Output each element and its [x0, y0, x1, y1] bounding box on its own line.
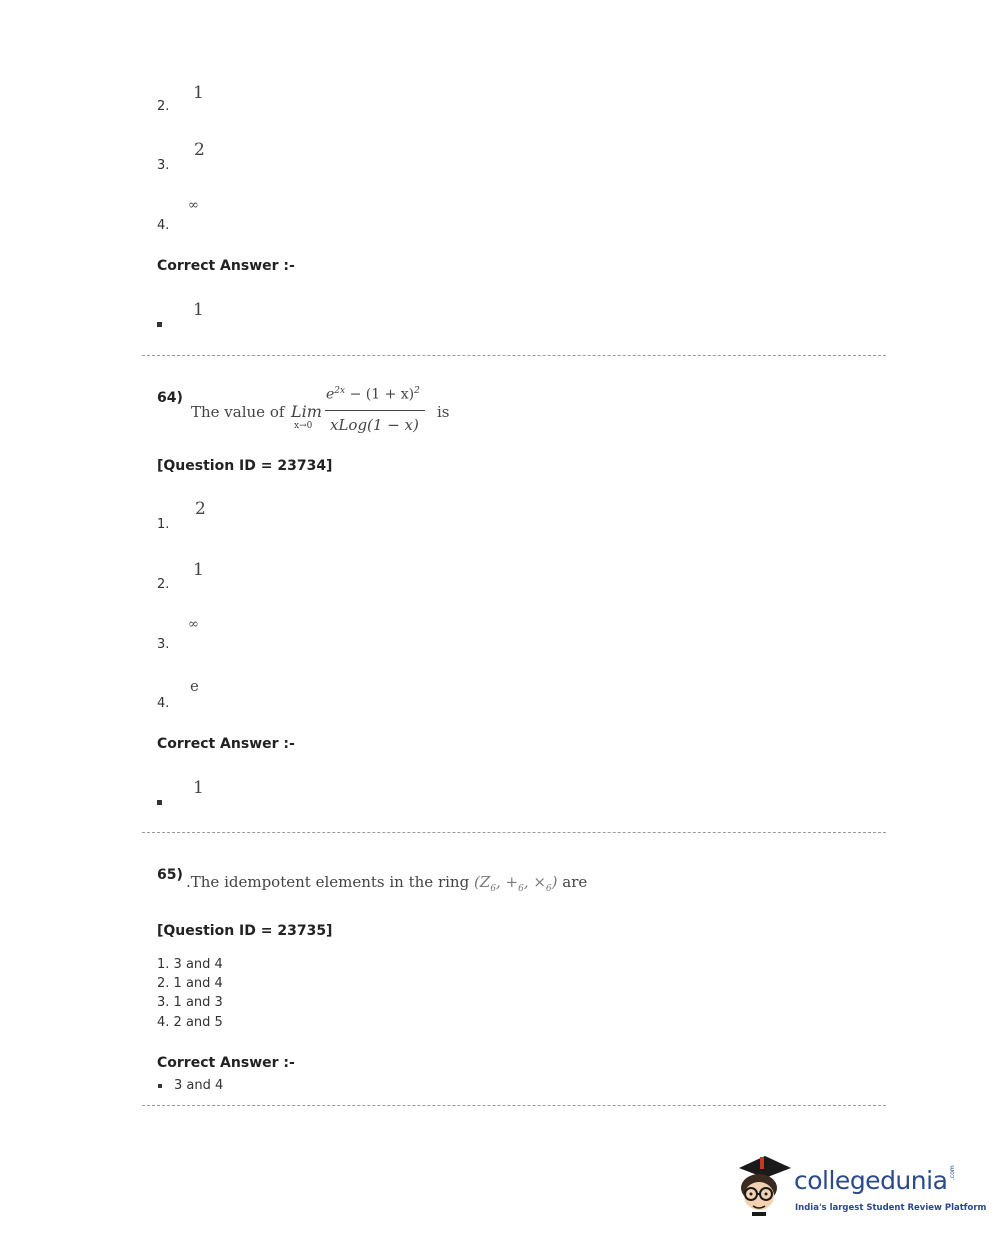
ring-notation — [473, 873, 558, 894]
correct-answer-value: 3 and 4 — [174, 1078, 224, 1093]
question-id: [Question ID = 23734] — [157, 458, 333, 474]
mascot-icon — [735, 1152, 793, 1220]
correct-answer-label: Correct Answer :- — [157, 1055, 295, 1071]
question-body: .The idempotent elements in the ring — [186, 873, 470, 891]
option-value: ∞ — [188, 198, 199, 213]
option-number: 3. — [157, 158, 170, 173]
option-number: 4. — [157, 218, 170, 233]
option-value: 2 — [195, 499, 206, 519]
option-number: 2. — [157, 99, 170, 114]
collegedunia-logo — [735, 1152, 987, 1222]
bullet — [158, 1084, 162, 1088]
ring-close: ) — [551, 873, 558, 891]
option-value: e — [190, 677, 199, 695]
option-item: 1. 3 and 4 — [157, 957, 223, 972]
option-number: 2. — [157, 577, 170, 592]
option-value: 1 — [193, 560, 204, 580]
correct-answer-label: Correct Answer :- — [157, 736, 295, 752]
option-number: 3. — [157, 637, 170, 652]
logo-tagline: India's largest Student Review Platform — [795, 1203, 987, 1213]
numerator-rest: − (1 + x) — [349, 386, 415, 403]
question-number: 65) — [157, 867, 183, 883]
ring-subscript: 6 — [518, 884, 524, 894]
numerator — [326, 386, 420, 403]
question-text — [186, 873, 587, 894]
option-number: 1. — [157, 517, 170, 532]
separator — [142, 832, 886, 833]
correct-answer-value: 1 — [193, 300, 204, 320]
option-item: 4. 2 and 5 — [157, 1015, 223, 1030]
question-text: The value of — [191, 403, 285, 421]
option-value: 1 — [193, 83, 204, 103]
numerator-exponent: 2x — [334, 386, 346, 396]
ring-open: (Z — [473, 873, 491, 891]
bullet — [157, 322, 162, 327]
option-number: 4. — [157, 696, 170, 711]
ring-times: , × — [523, 873, 546, 891]
denominator: xLog(1 − x) — [330, 416, 419, 434]
ring-subscript: 6 — [490, 884, 496, 894]
numerator-base: e — [326, 386, 335, 403]
ring-plus: , + — [495, 873, 519, 891]
option-item: 3. 1 and 3 — [157, 995, 223, 1010]
separator — [142, 355, 886, 356]
question-number: 64) — [157, 390, 183, 406]
logo-wordmark: collegedunia — [794, 1166, 948, 1195]
question-text-end: are — [562, 873, 588, 891]
option-value: ∞ — [188, 617, 199, 632]
question-text-end: is — [437, 403, 450, 421]
ring-subscript: 6 — [545, 884, 552, 894]
option-value: 2 — [194, 140, 205, 160]
question-id: [Question ID = 23735] — [157, 923, 333, 939]
correct-answer-value: 1 — [193, 778, 204, 798]
fraction-bar — [325, 410, 425, 411]
numerator-rest-exponent: 2 — [414, 386, 420, 396]
bullet — [157, 800, 162, 805]
logo-suffix: .com — [949, 1165, 956, 1180]
limit-symbol: Lim — [291, 402, 322, 421]
separator — [142, 1105, 886, 1106]
limit-subscript: x→0 — [294, 421, 313, 431]
correct-answer-label: Correct Answer :- — [157, 258, 295, 274]
option-item: 2. 1 and 4 — [157, 976, 223, 991]
